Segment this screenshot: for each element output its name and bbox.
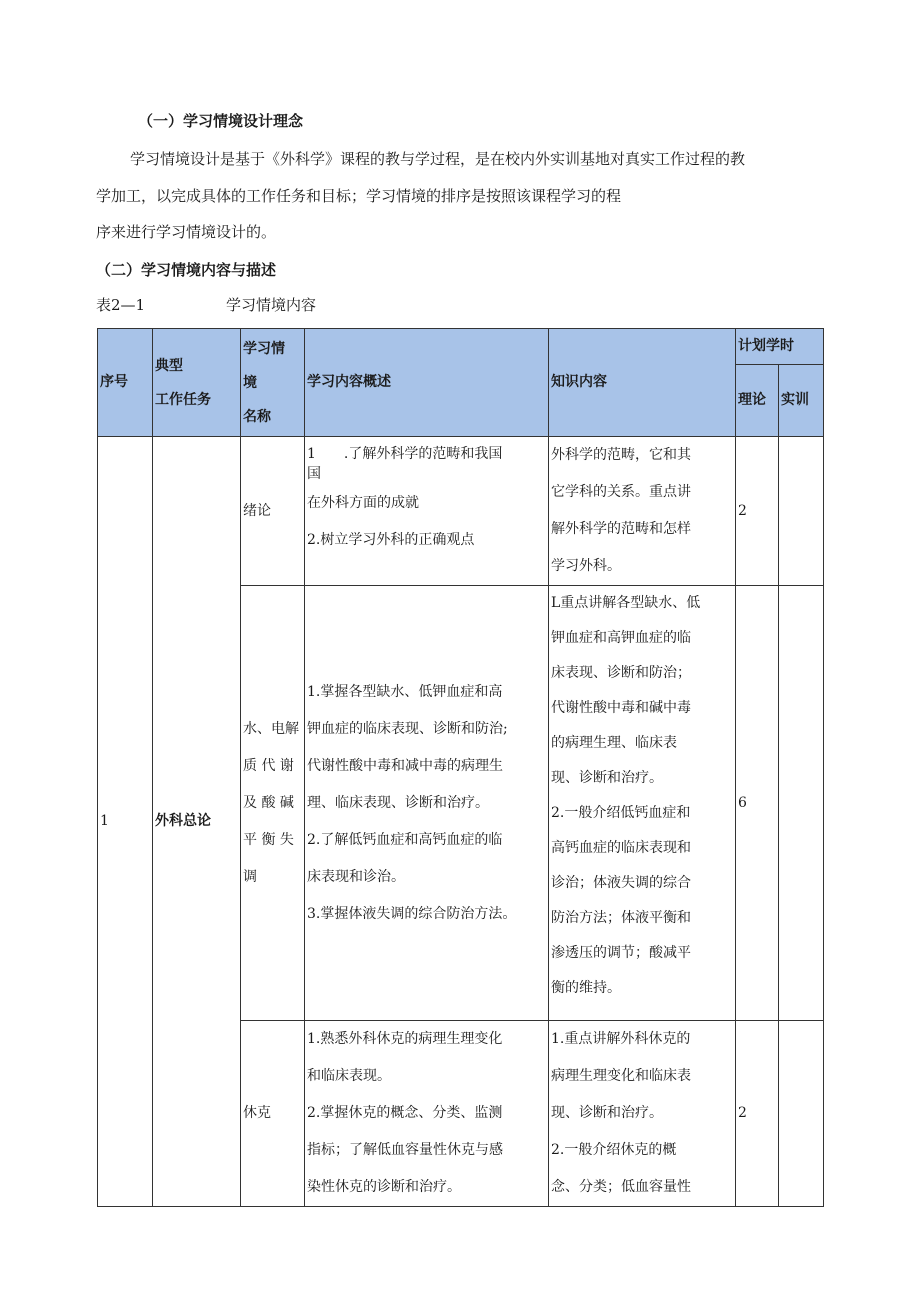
content-summary: 1 .了解外科学的范畴和我国 国 在外科方面的成就 2.树立学习外科的正确观点 [305, 437, 549, 586]
situation-name-line: 及 酸 碱 [243, 794, 294, 811]
header-task-line-1: 典型 [155, 357, 183, 374]
summary-line: 钾血症的临床表现、诊断和防治; [307, 720, 508, 737]
summary-line: 3.掌握体液失调的综合防治方法。 [307, 905, 517, 922]
group-task: 外科总论 [153, 437, 241, 1207]
situation-name-line: 平 衡 失 [243, 831, 294, 848]
situation-name-line: 绪论 [243, 502, 271, 519]
knowledge-line: 外科学的范畴，它和其 [551, 447, 691, 463]
knowledge-line: 病理生理变化和临床表 [551, 1068, 691, 1084]
summary-line: 2.掌握休克的概念、分类、监测 [307, 1105, 503, 1121]
header-theory: 理论 [736, 365, 779, 437]
header-index: 序号 [98, 329, 153, 437]
knowledge-line: 解外科学的范畴和怎样 [551, 521, 691, 537]
knowledge-line: 它学科的关系。重点讲 [551, 484, 691, 500]
header-situation-line-3: 名称 [243, 408, 271, 425]
knowledge-line: 高钙血症的临床表现和 [551, 840, 691, 856]
knowledge-content [549, 1021, 736, 1207]
concept-paragraph-line-2: 学加工，以完成具体的工作任务和目标；学习情境的排序是按照该课程学习的程 [96, 187, 622, 205]
knowledge-line: 的病理生理、临床表 [551, 735, 677, 751]
knowledge-line: 念、分类；低血容量性 [551, 1179, 691, 1195]
knowledge-line: 渗透压的调节；酸减平 [551, 945, 691, 961]
header-content-summary: 学习内容概述 [305, 329, 549, 437]
knowledge-line: 2.一般介绍低钙血症和 [551, 805, 691, 821]
summary-line: 2.树立学习外科的正确观点 [307, 532, 475, 548]
situation-name [241, 437, 305, 586]
knowledge-line: 床表现、诊断和防治； [551, 665, 691, 681]
header-task-line-2: 工作任务 [155, 391, 211, 408]
situation-name-line: 水、电解 [243, 720, 299, 737]
header-typical-task [153, 329, 241, 437]
summary-line: 在外科方面的成就 [307, 495, 419, 511]
header-situation-line-1: 学习情 [243, 340, 285, 357]
situation-name-line: 质 代 谢 [243, 757, 294, 774]
knowledge-line: L重点讲解各型缺水、低 [551, 595, 701, 611]
group-index: 1 [98, 437, 153, 1207]
knowledge-line: 学习外科。 [551, 558, 621, 574]
header-situation-name [241, 329, 305, 437]
knowledge-line: 诊治；体液失调的综合 [551, 875, 691, 891]
content-summary [305, 1021, 549, 1207]
knowledge-content [549, 437, 736, 586]
header-practice: 实训 [779, 365, 824, 437]
summary-line: 染性休克的诊断和治疗。 [307, 1179, 461, 1195]
summary-line: 1 .了解外科学的范畴和我国 [307, 446, 503, 462]
theory-hours: 6 [736, 586, 779, 1021]
table-caption-number: 表2—1 [96, 296, 146, 314]
header-planned-hours: 计划学时 [736, 329, 824, 365]
table-row [98, 437, 824, 586]
summary-line: 指标；了解低血容量性休克与感 [307, 1142, 503, 1158]
summary-line: 和临床表现。 [307, 1068, 391, 1084]
knowledge-content [549, 586, 736, 1021]
knowledge-line: 防治方法；体液平衡和 [551, 910, 691, 926]
situation-name [241, 1021, 305, 1207]
summary-line: 2.了解低钙血症和高钙血症的临 [307, 831, 503, 848]
header-situation-line-2: 境 [243, 374, 257, 391]
knowledge-line: 代谢性酸中毒和碱中毒 [551, 700, 691, 716]
theory-hours: 2 [736, 1021, 779, 1207]
practice-hours [779, 437, 824, 586]
knowledge-line: 钾血症和高钾血症的临 [551, 630, 691, 646]
theory-hours: 2 [736, 437, 779, 586]
practice-hours [779, 586, 824, 1021]
concept-paragraph-line-3: 序来进行学习情境设计的。 [96, 223, 277, 241]
table-caption-title: 学习情境内容 [226, 296, 317, 314]
knowledge-line: 2.一般介绍休克的概 [551, 1142, 677, 1158]
learning-situation-table [97, 328, 824, 1207]
knowledge-line: 现、诊断和治疗。 [551, 770, 663, 786]
situation-name [241, 586, 305, 1021]
situation-name-line: 调 [243, 868, 257, 885]
summary-line: 床表现和诊治。 [307, 868, 405, 885]
summary-line: 理、临床表现、诊断和治疗。 [307, 794, 489, 811]
content-summary [305, 586, 549, 1021]
summary-line: 1.熟悉外科休克的病理生理变化 [307, 1031, 503, 1047]
summary-line: 代谢性酸中毒和减中毒的病理生 [307, 757, 503, 774]
knowledge-line: 1.重点讲解外科休克的 [551, 1031, 691, 1047]
knowledge-line: 现、诊断和治疗。 [551, 1105, 663, 1121]
practice-hours [779, 1021, 824, 1207]
summary-line: 1.掌握各型缺水、低钾血症和高 [307, 683, 503, 700]
concept-paragraph-line-1: 学习情境设计是基于《外科学》课程的教与学过程，是在校内外实训基地对真实工作过程的教 [130, 150, 746, 168]
section-title-concept: （一）学习情境设计理念 [138, 112, 304, 130]
knowledge-line: 衡的维持。 [551, 980, 621, 996]
section-title-content: （二）学习情境内容与描述 [96, 261, 277, 279]
situation-name-line: 休克 [243, 1105, 271, 1121]
header-knowledge: 知识内容 [549, 329, 736, 437]
